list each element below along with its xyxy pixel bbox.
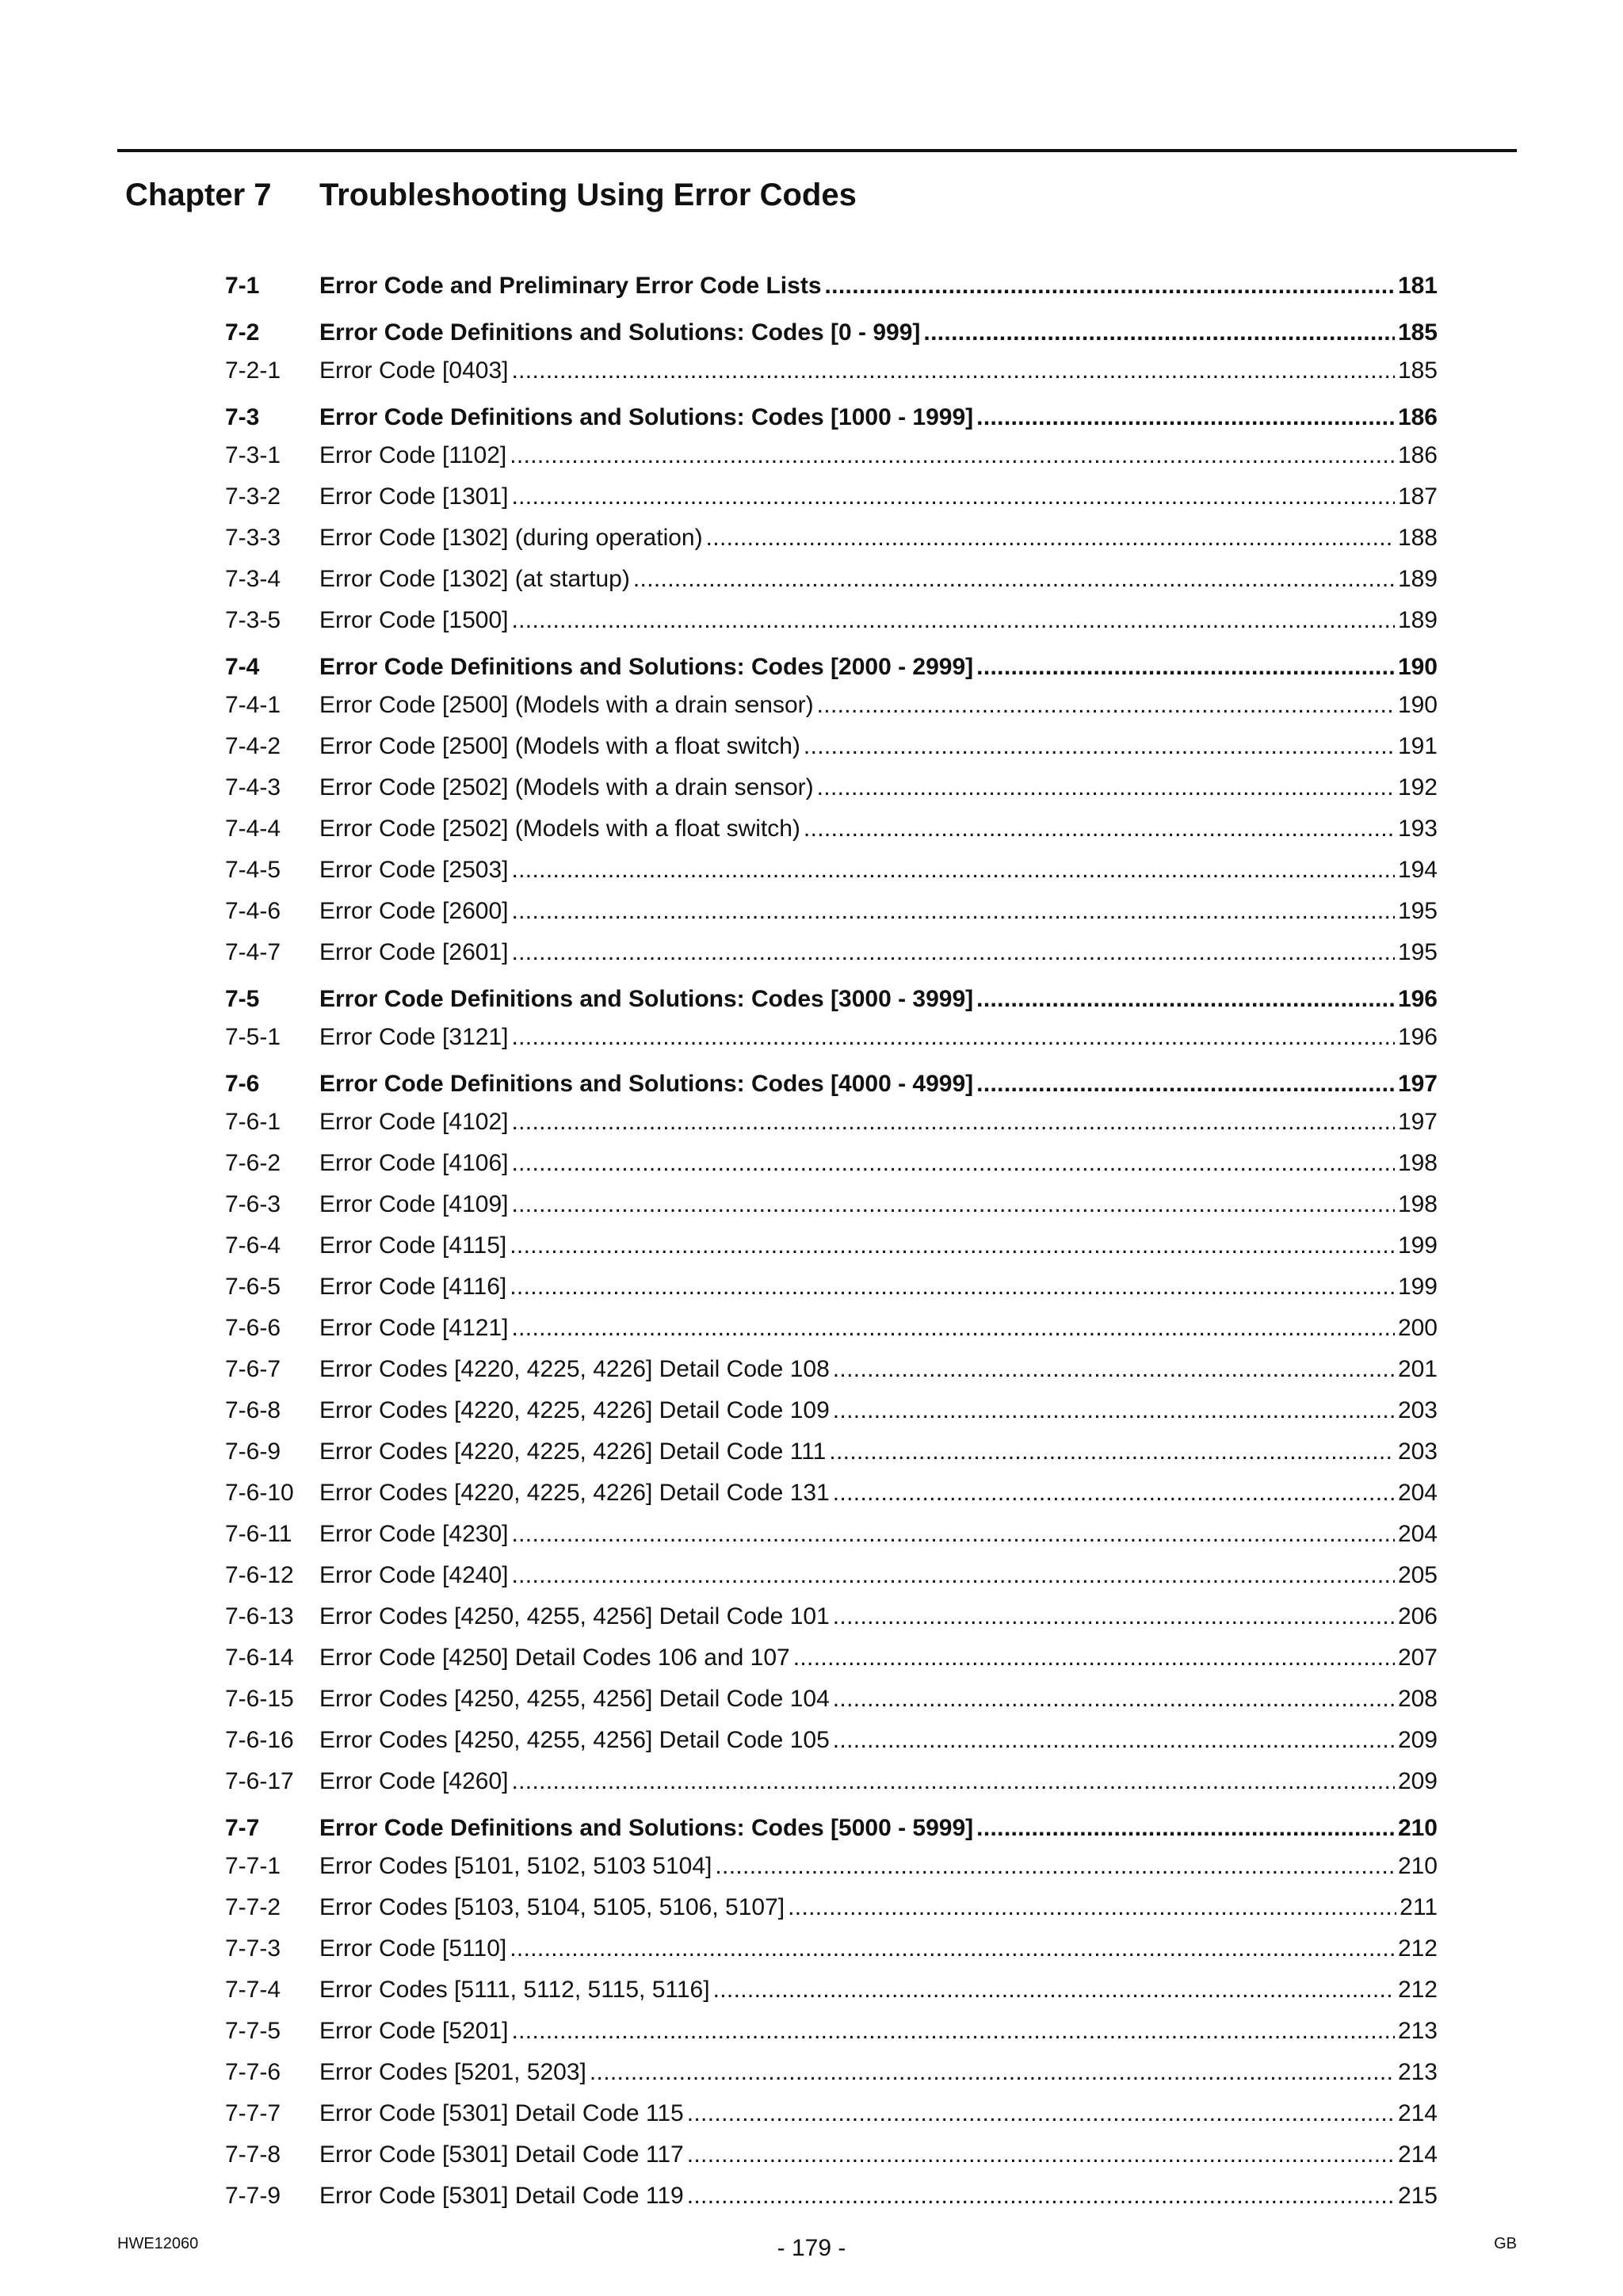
toc-entry-line bbox=[319, 1225, 1438, 1266]
region-code: GB bbox=[1494, 2235, 1517, 2252]
toc-entry-title: Error Code [2601] bbox=[319, 939, 509, 965]
toc-entry-page: 214 bbox=[1397, 2141, 1438, 2168]
toc-entry-line bbox=[319, 1473, 1438, 1514]
dot-leader bbox=[833, 1390, 1395, 1431]
toc-entry-line bbox=[319, 266, 1438, 307]
dot-leader bbox=[788, 1887, 1396, 1928]
toc-entry-page: 189 bbox=[1397, 566, 1438, 592]
toc-subsection-entry[interactable] bbox=[225, 1143, 1438, 1184]
toc-section-entry[interactable] bbox=[225, 981, 1438, 1017]
toc-entry-page: 188 bbox=[1397, 525, 1438, 551]
toc-entry-page: 210 bbox=[1397, 1853, 1438, 1879]
toc-subsection-entry[interactable] bbox=[225, 850, 1438, 891]
toc-entry-number: 7-4 bbox=[225, 654, 260, 680]
toc-subsection-entry[interactable] bbox=[225, 2093, 1438, 2134]
toc-entry-number: 7-6-10 bbox=[225, 1480, 294, 1506]
toc-entry-line bbox=[319, 2176, 1438, 2217]
toc-entry-title: Error Code [4116] bbox=[319, 1274, 507, 1300]
toc-entry-page: 201 bbox=[1397, 1356, 1438, 1382]
toc-entry-title: Error Code [2502] (Models with a float switch) bbox=[319, 816, 800, 842]
dot-leader bbox=[713, 1969, 1395, 2011]
toc-entry-number: 7-4-3 bbox=[225, 774, 281, 800]
toc-entry-title: Error Code [3121] bbox=[319, 1024, 509, 1050]
toc-subsection-entry[interactable] bbox=[225, 2052, 1438, 2093]
toc-entry-number: 7-7 bbox=[225, 1815, 260, 1841]
toc-section-entry[interactable] bbox=[225, 1066, 1438, 1102]
toc-entry-line bbox=[319, 726, 1438, 767]
dot-leader bbox=[687, 2093, 1395, 2134]
toc-entry-line bbox=[319, 932, 1438, 973]
toc-entry-line bbox=[319, 981, 1438, 1017]
toc-entry-number: 7-6-11 bbox=[225, 1521, 292, 1547]
toc-entry-title: Error Code Definitions and Solutions: Codes [5000 - 5999] bbox=[319, 1815, 974, 1841]
toc-entry-page: 195 bbox=[1397, 898, 1438, 924]
dot-leader bbox=[817, 685, 1395, 726]
toc-entry-line bbox=[319, 1102, 1438, 1143]
toc-entry-line bbox=[319, 1969, 1438, 2011]
toc-entry-page: 203 bbox=[1397, 1438, 1438, 1465]
dot-leader bbox=[511, 1102, 1394, 1143]
toc-subsection-entry[interactable] bbox=[225, 1473, 1438, 1514]
toc-entry-title: Error Code and Preliminary Error Code Lists bbox=[319, 273, 822, 299]
toc-subsection-entry[interactable] bbox=[225, 767, 1438, 808]
toc-entry-number: 7-6-14 bbox=[225, 1645, 294, 1671]
toc-entry-number: 7-6 bbox=[225, 1071, 260, 1097]
toc-entry-number: 7-3-3 bbox=[225, 525, 281, 551]
toc-entry-page: 212 bbox=[1397, 1935, 1438, 1962]
toc-entry-page: 199 bbox=[1397, 1232, 1438, 1259]
toc-subsection-entry[interactable] bbox=[225, 1225, 1438, 1266]
toc-entry-title: Error Code [1302] (during operation) bbox=[319, 525, 703, 551]
toc-entry-number: 7-3 bbox=[225, 404, 260, 430]
toc-entry-line bbox=[319, 435, 1438, 476]
toc-subsection-entry[interactable] bbox=[225, 1184, 1438, 1225]
dot-leader bbox=[976, 981, 1395, 1017]
toc-entry-line bbox=[319, 1596, 1438, 1637]
toc-entry-page: 200 bbox=[1397, 1315, 1438, 1341]
toc-entry-line bbox=[319, 1720, 1438, 1761]
toc-entry-line bbox=[319, 850, 1438, 891]
toc-entry-number: 7-6-2 bbox=[225, 1150, 281, 1176]
toc-entry-title: Error Code [4240] bbox=[319, 1562, 509, 1588]
toc-entry-number: 7-7-1 bbox=[225, 1853, 281, 1879]
toc-entry-title: Error Code [5301] Detail Code 115 bbox=[319, 2100, 684, 2126]
toc-subsection-entry[interactable] bbox=[225, 1720, 1438, 1761]
toc-entry-number: 7-7-8 bbox=[225, 2141, 281, 2168]
toc-entry-line bbox=[319, 1349, 1438, 1390]
toc-entry-line bbox=[319, 1637, 1438, 1679]
toc-entry-page: 185 bbox=[1397, 319, 1438, 346]
toc-subsection-entry[interactable] bbox=[225, 1514, 1438, 1555]
toc-entry-page: 203 bbox=[1397, 1397, 1438, 1423]
toc-entry-number: 7-4-4 bbox=[225, 816, 281, 842]
toc-entry-page: 214 bbox=[1397, 2100, 1438, 2126]
toc-entry-title: Error Code Definitions and Solutions: Codes [3000 - 3999] bbox=[319, 986, 974, 1012]
toc-entry-number: 7-7-5 bbox=[225, 2018, 281, 2044]
toc-entry-page: 204 bbox=[1397, 1480, 1438, 1506]
toc-entry-line bbox=[319, 2011, 1438, 2052]
dot-leader bbox=[511, 1017, 1394, 1058]
toc-entry-number: 7-6-5 bbox=[225, 1274, 281, 1300]
page-number: - 179 - bbox=[777, 2235, 846, 2261]
toc-subsection-entry[interactable] bbox=[225, 1596, 1438, 1637]
toc-entry-page: 197 bbox=[1397, 1109, 1438, 1135]
toc-entry-line bbox=[319, 1555, 1438, 1596]
dot-leader bbox=[510, 1225, 1395, 1266]
toc-entry-number: 7-6-17 bbox=[225, 1768, 294, 1794]
toc-entry-line bbox=[319, 808, 1438, 850]
toc-entry-line bbox=[319, 1017, 1438, 1058]
dot-leader bbox=[804, 808, 1395, 850]
toc-subsection-entry[interactable] bbox=[225, 1761, 1438, 1802]
dot-leader bbox=[715, 1846, 1395, 1887]
toc-subsection-entry[interactable] bbox=[225, 1555, 1438, 1596]
toc-entry-number: 7-7-6 bbox=[225, 2059, 281, 2085]
toc-entry-title: Error Code [1302] (at startup) bbox=[319, 566, 630, 592]
toc-entry-title: Error Code [5110] bbox=[319, 1935, 507, 1962]
toc-section-entry[interactable] bbox=[225, 649, 1438, 685]
toc-entry-page: 204 bbox=[1397, 1521, 1438, 1547]
toc-subsection-entry[interactable] bbox=[225, 1887, 1438, 1928]
toc-entry-page: 213 bbox=[1397, 2018, 1438, 2044]
toc-entry-title: Error Code [1301] bbox=[319, 483, 509, 510]
toc-entry-title: Error Code Definitions and Solutions: Codes [2000 - 2999] bbox=[319, 654, 974, 680]
dot-leader bbox=[511, 932, 1394, 973]
toc-entry-page: 196 bbox=[1397, 986, 1438, 1012]
toc-entry-page: 194 bbox=[1397, 857, 1438, 883]
toc-subsection-entry[interactable] bbox=[225, 600, 1438, 641]
toc-entry-page: 197 bbox=[1397, 1071, 1438, 1097]
toc-entry-number: 7-4-5 bbox=[225, 857, 281, 883]
toc-entry-number: 7-7-3 bbox=[225, 1935, 281, 1962]
toc-entry-line bbox=[319, 891, 1438, 932]
toc-subsection-entry[interactable] bbox=[225, 1308, 1438, 1349]
toc-entry-number: 7-7-4 bbox=[225, 1977, 281, 2003]
toc-subsection-entry[interactable] bbox=[225, 350, 1438, 392]
toc-entry-line bbox=[319, 518, 1438, 559]
chapter-title: Troubleshooting Using Error Codes bbox=[319, 178, 857, 212]
toc-entry-page: 209 bbox=[1397, 1768, 1438, 1794]
dot-leader bbox=[706, 518, 1395, 559]
toc-entry-line bbox=[319, 2093, 1438, 2134]
dot-leader bbox=[976, 1810, 1395, 1846]
toc-entry-number: 7-3-5 bbox=[225, 607, 281, 633]
toc-subsection-entry[interactable] bbox=[225, 1969, 1438, 2011]
toc-entry-page: 192 bbox=[1397, 774, 1438, 800]
toc-entry-line bbox=[319, 399, 1438, 435]
toc-entry-line bbox=[319, 1066, 1438, 1102]
toc-entry-page: 186 bbox=[1397, 404, 1438, 430]
toc-subsection-entry[interactable] bbox=[225, 2011, 1438, 2052]
toc-entry-line bbox=[319, 315, 1438, 350]
dot-leader bbox=[687, 2134, 1395, 2176]
dot-leader bbox=[511, 1184, 1394, 1225]
toc-entry-page: 198 bbox=[1397, 1150, 1438, 1176]
toc-entry-page: 181 bbox=[1397, 273, 1438, 299]
toc-subsection-entry[interactable] bbox=[225, 932, 1438, 973]
dot-leader bbox=[976, 649, 1395, 685]
toc-entry-title: Error Code [2500] (Models with a float switch) bbox=[319, 733, 800, 759]
toc-entry-line bbox=[319, 559, 1438, 600]
dot-leader bbox=[923, 315, 1395, 350]
toc-entry-title: Error Code [4260] bbox=[319, 1768, 509, 1794]
toc-entry-page: 196 bbox=[1397, 1024, 1438, 1050]
toc-subsection-entry[interactable] bbox=[225, 435, 1438, 476]
dot-leader bbox=[510, 1266, 1395, 1308]
toc-entry-number: 7-7-7 bbox=[225, 2100, 281, 2126]
toc-entry-number: 7-3-4 bbox=[225, 566, 281, 592]
toc-entry-line bbox=[319, 1390, 1438, 1431]
toc-entry-line bbox=[319, 649, 1438, 685]
toc-entry-title: Error Code [4250] Detail Codes 106 and 107 bbox=[319, 1645, 790, 1671]
toc-entry-title: Error Codes [5201, 5203] bbox=[319, 2059, 586, 2085]
toc-entry-line bbox=[319, 1887, 1438, 1928]
toc-entry-line bbox=[319, 476, 1438, 518]
dot-leader bbox=[817, 767, 1395, 808]
toc-entry-number: 7-2 bbox=[225, 319, 260, 346]
toc-entry-page: 193 bbox=[1397, 816, 1438, 842]
toc-entry-title: Error Codes [5101, 5102, 5103 5104] bbox=[319, 1853, 712, 1879]
toc-entry-number: 7-4-2 bbox=[225, 733, 281, 759]
toc-entry-title: Error Codes [4220, 4225, 4226] Detail Code 108 bbox=[319, 1356, 830, 1382]
dot-leader bbox=[511, 600, 1394, 641]
toc-entry-title: Error Code [5301] Detail Code 119 bbox=[319, 2183, 684, 2209]
dot-leader bbox=[511, 850, 1394, 891]
dot-leader bbox=[511, 476, 1394, 518]
toc-entry-number: 7-5 bbox=[225, 986, 260, 1012]
toc-subsection-entry[interactable] bbox=[225, 1266, 1438, 1308]
table-of-contents bbox=[225, 266, 1438, 2217]
toc-entry-number: 7-6-15 bbox=[225, 1686, 294, 1712]
toc-entry-title: Error Codes [4220, 4225, 4226] Detail Code 109 bbox=[319, 1397, 830, 1423]
toc-entry-number: 7-3-2 bbox=[225, 483, 281, 510]
toc-section-entry[interactable] bbox=[225, 266, 1438, 307]
toc-entry-number: 7-6-16 bbox=[225, 1727, 294, 1753]
toc-entry-title: Error Code Definitions and Solutions: Codes [4000 - 4999] bbox=[319, 1071, 974, 1097]
toc-entry-line bbox=[319, 350, 1438, 392]
toc-section-entry[interactable] bbox=[225, 315, 1438, 350]
toc-entry-line bbox=[319, 1761, 1438, 1802]
dot-leader bbox=[510, 435, 1395, 476]
dot-leader bbox=[687, 2176, 1395, 2217]
toc-entry-number: 7-3-1 bbox=[225, 442, 281, 468]
toc-subsection-entry[interactable] bbox=[225, 518, 1438, 559]
toc-subsection-entry[interactable] bbox=[225, 1679, 1438, 1720]
dot-leader bbox=[510, 1928, 1395, 1969]
toc-entry-title: Error Code [2600] bbox=[319, 898, 509, 924]
toc-entry-line bbox=[319, 1679, 1438, 1720]
toc-entry-line bbox=[319, 1143, 1438, 1184]
toc-entry-line bbox=[319, 1928, 1438, 1969]
toc-entry-number: 7-6-3 bbox=[225, 1191, 281, 1217]
toc-entry-title: Error Code [4121] bbox=[319, 1315, 509, 1341]
toc-entry-number: 7-6-7 bbox=[225, 1356, 281, 1382]
toc-entry-number: 7-6-6 bbox=[225, 1315, 281, 1341]
toc-entry-page: 210 bbox=[1397, 1815, 1438, 1841]
dot-leader bbox=[833, 1679, 1395, 1720]
dot-leader bbox=[833, 1596, 1395, 1637]
toc-subsection-entry[interactable] bbox=[225, 685, 1438, 726]
toc-entry-number: 7-4-7 bbox=[225, 939, 281, 965]
toc-entry-page: 206 bbox=[1397, 1603, 1438, 1629]
dot-leader bbox=[825, 266, 1395, 307]
dot-leader bbox=[833, 1473, 1395, 1514]
toc-subsection-entry[interactable] bbox=[225, 1349, 1438, 1390]
toc-entry-page: 189 bbox=[1397, 607, 1438, 633]
dot-leader bbox=[804, 726, 1395, 767]
toc-entry-number: 7-4-6 bbox=[225, 898, 281, 924]
toc-subsection-entry[interactable] bbox=[225, 1928, 1438, 1969]
toc-entry-title: Error Code [4109] bbox=[319, 1191, 509, 1217]
toc-entry-page: 208 bbox=[1397, 1686, 1438, 1712]
dot-leader bbox=[976, 1066, 1395, 1102]
toc-entry-title: Error Codes [4250, 4255, 4256] Detail Code 104 bbox=[319, 1686, 830, 1712]
toc-entry-title: Error Code [5201] bbox=[319, 2018, 509, 2044]
toc-subsection-entry[interactable] bbox=[225, 1017, 1438, 1058]
toc-entry-page: 199 bbox=[1397, 1274, 1438, 1300]
toc-entry-line bbox=[319, 1184, 1438, 1225]
toc-subsection-entry[interactable] bbox=[225, 1846, 1438, 1887]
toc-entry-page: 187 bbox=[1397, 483, 1438, 510]
toc-entry-page: 215 bbox=[1397, 2183, 1438, 2209]
dot-leader bbox=[793, 1637, 1395, 1679]
toc-entry-page: 186 bbox=[1397, 442, 1438, 468]
toc-entry-page: 198 bbox=[1397, 1191, 1438, 1217]
toc-entry-number: 7-7-2 bbox=[225, 1894, 281, 1920]
toc-entry-title: Error Code Definitions and Solutions: Codes [0 - 999] bbox=[319, 319, 921, 346]
toc-entry-line bbox=[319, 1266, 1438, 1308]
toc-entry-page: 185 bbox=[1397, 357, 1438, 384]
toc-subsection-entry[interactable] bbox=[225, 1102, 1438, 1143]
toc-subsection-entry[interactable] bbox=[225, 1390, 1438, 1431]
toc-subsection-entry[interactable] bbox=[225, 808, 1438, 850]
toc-entry-line bbox=[319, 685, 1438, 726]
dot-leader bbox=[833, 1349, 1395, 1390]
toc-entry-number: 7-6-4 bbox=[225, 1232, 281, 1259]
toc-entry-title: Error Code [1102] bbox=[319, 442, 507, 468]
toc-subsection-entry[interactable] bbox=[225, 559, 1438, 600]
toc-section-entry[interactable] bbox=[225, 399, 1438, 435]
toc-entry-title: Error Codes [5103, 5104, 5105, 5106, 5107] bbox=[319, 1894, 785, 1920]
dot-leader bbox=[833, 1720, 1395, 1761]
toc-entry-title: Error Code Definitions and Solutions: Codes [1000 - 1999] bbox=[319, 404, 974, 430]
toc-entry-number: 7-6-12 bbox=[225, 1562, 294, 1588]
toc-subsection-entry[interactable] bbox=[225, 891, 1438, 932]
toc-entry-number: 7-1 bbox=[225, 273, 260, 299]
document-code: HWE12060 bbox=[117, 2235, 199, 2252]
toc-entry-page: 211 bbox=[1400, 1894, 1438, 1920]
toc-subsection-entry[interactable] bbox=[225, 2134, 1438, 2176]
toc-subsection-entry[interactable] bbox=[225, 2176, 1438, 2217]
dot-leader bbox=[511, 891, 1394, 932]
toc-section-entry[interactable] bbox=[225, 1810, 1438, 1846]
toc-entry-line bbox=[319, 1810, 1438, 1846]
toc-entry-title: Error Code [1500] bbox=[319, 607, 509, 633]
dot-leader bbox=[511, 2011, 1394, 2052]
toc-entry-title: Error Code [2500] (Models with a drain sensor) bbox=[319, 692, 814, 718]
toc-entry-title: Error Codes [4220, 4225, 4226] Detail Code 111 bbox=[319, 1438, 827, 1465]
toc-entry-page: 191 bbox=[1397, 733, 1438, 759]
dot-leader bbox=[511, 1143, 1394, 1184]
toc-entry-line bbox=[319, 1514, 1438, 1555]
dot-leader bbox=[633, 559, 1395, 600]
toc-entry-page: 212 bbox=[1397, 1977, 1438, 2003]
toc-entry-number: 7-6-1 bbox=[225, 1109, 281, 1135]
dot-leader bbox=[976, 399, 1395, 435]
toc-entry-page: 190 bbox=[1397, 692, 1438, 718]
toc-entry-page: 207 bbox=[1397, 1645, 1438, 1671]
dot-leader bbox=[511, 1514, 1394, 1555]
toc-entry-title: Error Code [0403] bbox=[319, 357, 509, 384]
toc-entry-title: Error Codes [4220, 4225, 4226] Detail Code 131 bbox=[319, 1480, 830, 1506]
toc-entry-page: 209 bbox=[1397, 1727, 1438, 1753]
toc-entry-page: 190 bbox=[1397, 654, 1438, 680]
toc-entry-title: Error Codes [5111, 5112, 5115, 5116] bbox=[319, 1977, 710, 2003]
toc-entry-title: Error Code [2503] bbox=[319, 857, 509, 883]
toc-entry-number: 7-6-8 bbox=[225, 1397, 281, 1423]
toc-entry-number: 7-5-1 bbox=[225, 1024, 281, 1050]
dot-leader bbox=[590, 2052, 1395, 2093]
toc-entry-title: Error Codes [4250, 4255, 4256] Detail Code 105 bbox=[319, 1727, 830, 1753]
toc-entry-page: 213 bbox=[1397, 2059, 1438, 2085]
toc-entry-line bbox=[319, 1846, 1438, 1887]
toc-entry-line bbox=[319, 1431, 1438, 1473]
dot-leader bbox=[511, 1761, 1394, 1802]
dot-leader bbox=[511, 1308, 1394, 1349]
dot-leader bbox=[511, 350, 1394, 392]
toc-entry-line bbox=[319, 767, 1438, 808]
toc-entry-page: 205 bbox=[1397, 1562, 1438, 1588]
toc-entry-number: 7-2-1 bbox=[225, 357, 281, 384]
dot-leader bbox=[511, 1555, 1394, 1596]
toc-subsection-entry[interactable] bbox=[225, 476, 1438, 518]
toc-entry-line bbox=[319, 2052, 1438, 2093]
toc-entry-title: Error Code [4230] bbox=[319, 1521, 509, 1547]
top-rule bbox=[117, 149, 1517, 152]
toc-entry-number: 7-4-1 bbox=[225, 692, 281, 718]
toc-entry-page: 195 bbox=[1397, 939, 1438, 965]
toc-entry-title: Error Code [4106] bbox=[319, 1150, 509, 1176]
toc-entry-title: Error Code [4102] bbox=[319, 1109, 509, 1135]
toc-entry-title: Error Code [4115] bbox=[319, 1232, 507, 1259]
dot-leader bbox=[829, 1431, 1395, 1473]
toc-entry-line bbox=[319, 1308, 1438, 1349]
toc-entry-line bbox=[319, 600, 1438, 641]
toc-entry-number: 7-7-9 bbox=[225, 2183, 281, 2209]
toc-subsection-entry[interactable] bbox=[225, 726, 1438, 767]
toc-entry-title: Error Code [5301] Detail Code 117 bbox=[319, 2141, 684, 2168]
toc-subsection-entry[interactable] bbox=[225, 1431, 1438, 1473]
toc-entry-line bbox=[319, 2134, 1438, 2176]
chapter-label: Chapter 7 bbox=[125, 178, 272, 212]
toc-entry-number: 7-6-9 bbox=[225, 1438, 281, 1465]
toc-entry-title: Error Code [2502] (Models with a drain sensor) bbox=[319, 774, 814, 800]
toc-entry-title: Error Codes [4250, 4255, 4256] Detail Code 101 bbox=[319, 1603, 830, 1629]
toc-subsection-entry[interactable] bbox=[225, 1637, 1438, 1679]
toc-entry-number: 7-6-13 bbox=[225, 1603, 294, 1629]
